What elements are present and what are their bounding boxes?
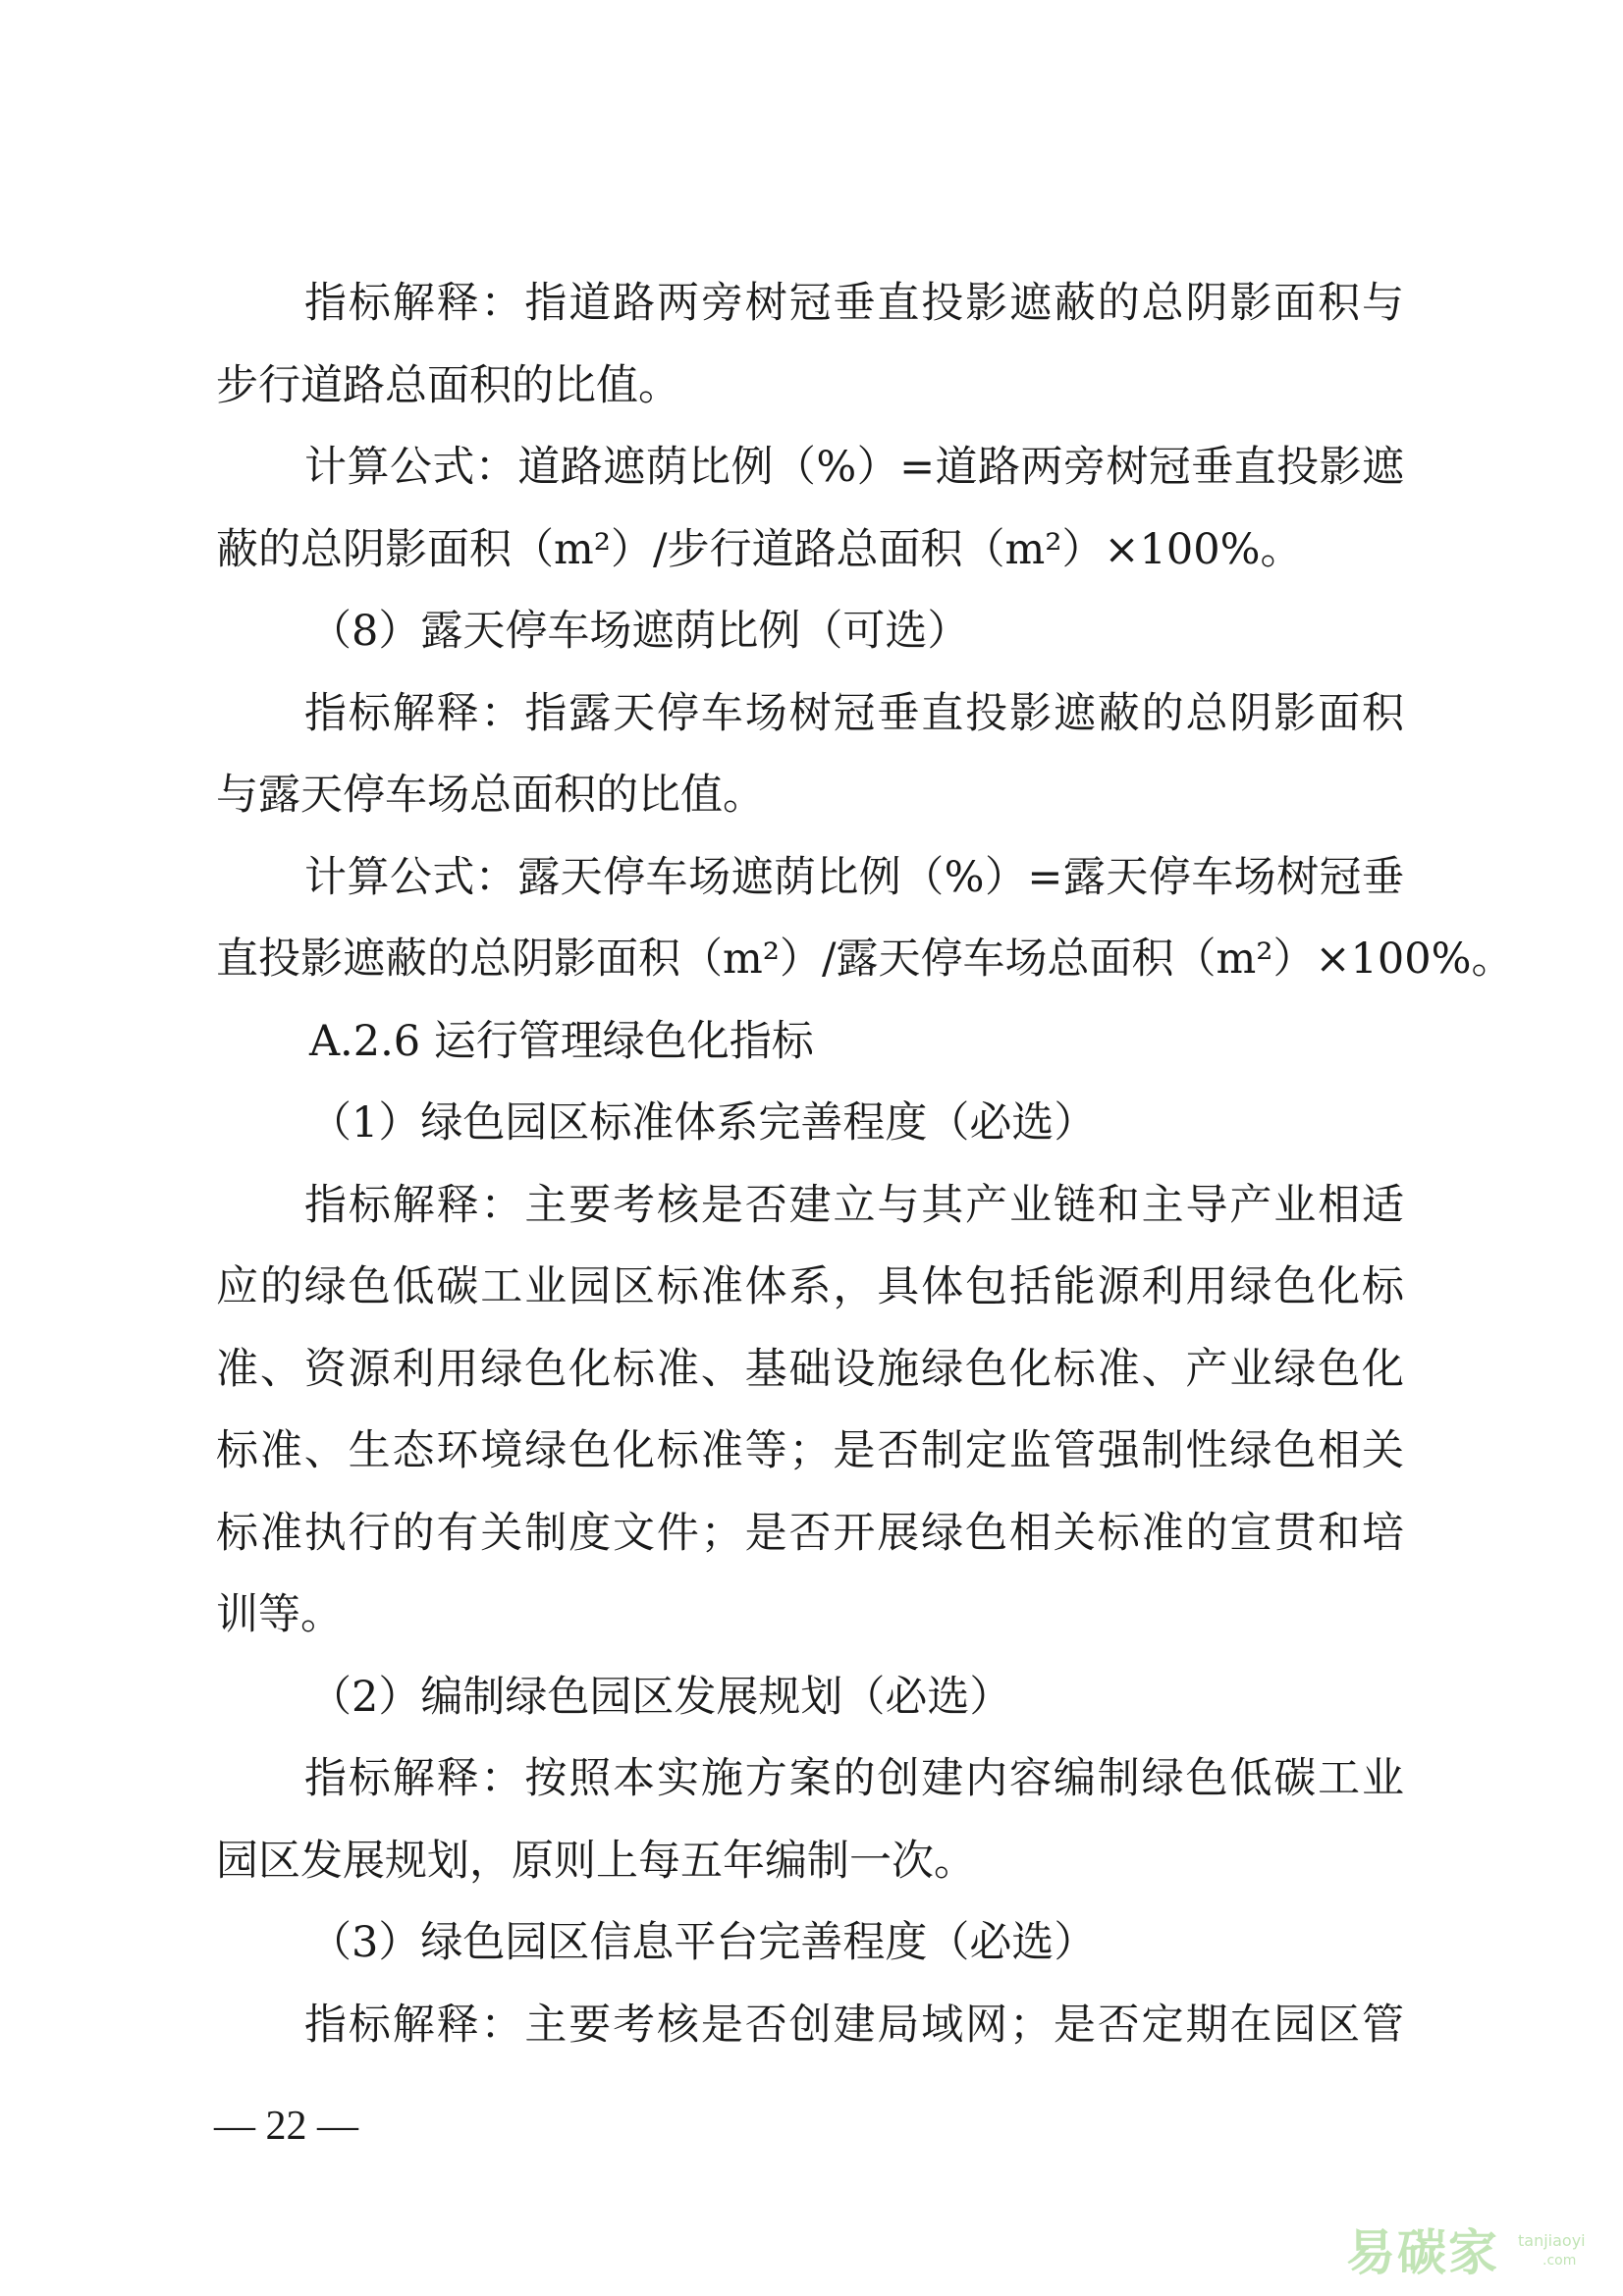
text-line: 蔽的总阴影面积（m²）/步行道路总面积（m²）×100%。 xyxy=(216,524,1303,574)
indicator-heading: （3）绿色园区信息平台完善程度（必选） xyxy=(309,1918,1097,1967)
text-line: 园区发展规划，原则上每五年编制一次。 xyxy=(216,1836,976,1886)
text-line: 准、资源利用绿色化标准、基础设施绿色化标准、产业绿色化 xyxy=(216,1344,1404,1394)
text-line: 指标解释：指露天停车场树冠垂直投影遮蔽的总阴影面积 xyxy=(304,688,1404,738)
text-line: 直投影遮蔽的总阴影面积（m²）/露天停车场总面积（m²）×100%。 xyxy=(216,934,1514,984)
text-line: 步行道路总面积的比值。 xyxy=(216,360,680,410)
indicator-heading: （2）编制绿色园区发展规划（必选） xyxy=(309,1672,1012,1722)
page-number: — 22 — xyxy=(214,2104,358,2149)
watermark-tld: .com xyxy=(1542,2253,1577,2269)
watermark-domain: tanjiaoyi xyxy=(1518,2231,1586,2250)
text-line: 计算公式：露天停车场遮荫比例（%）=露天停车场树冠垂 xyxy=(304,852,1404,902)
body-text xyxy=(216,263,1514,2066)
text-line: 标准、生态环境绿色化标准等；是否制定监管强制性绿色相关 xyxy=(216,1426,1404,1475)
text-line: 计算公式：道路遮荫比例（%）=道路两旁树冠垂直投影遮 xyxy=(304,443,1404,492)
text-line: 指标解释：主要考核是否建立与其产业链和主导产业相适 xyxy=(304,1180,1404,1230)
text-line: 训等。 xyxy=(216,1590,343,1639)
text-line: 应的绿色低碳工业园区标准体系，具体包括能源利用绿色化标 xyxy=(216,1262,1404,1311)
text-line: 指标解释：指道路两旁树冠垂直投影遮蔽的总阴影面积与 xyxy=(304,279,1404,328)
text-line: 标准执行的有关制度文件；是否开展绿色相关标准的宣贯和培 xyxy=(216,1508,1404,1558)
watermark-logo xyxy=(1346,2210,1611,2288)
text-line: 指标解释：按照本实施方案的创建内容编制绿色低碳工业 xyxy=(304,1754,1404,1803)
indicator-heading: （8）露天停车场遮荫比例（可选） xyxy=(309,607,970,656)
watermark-brand: 易碳家 xyxy=(1346,2224,1499,2281)
text-line: 与露天停车场总面积的比值。 xyxy=(216,771,765,820)
text-line: 指标解释：主要考核是否创建局域网；是否定期在园区管 xyxy=(304,2000,1404,2050)
indicator-heading: （1）绿色园区标准体系完善程度（必选） xyxy=(309,1098,1097,1148)
section-heading: A.2.6 运行管理绿色化指标 xyxy=(309,1016,814,1066)
